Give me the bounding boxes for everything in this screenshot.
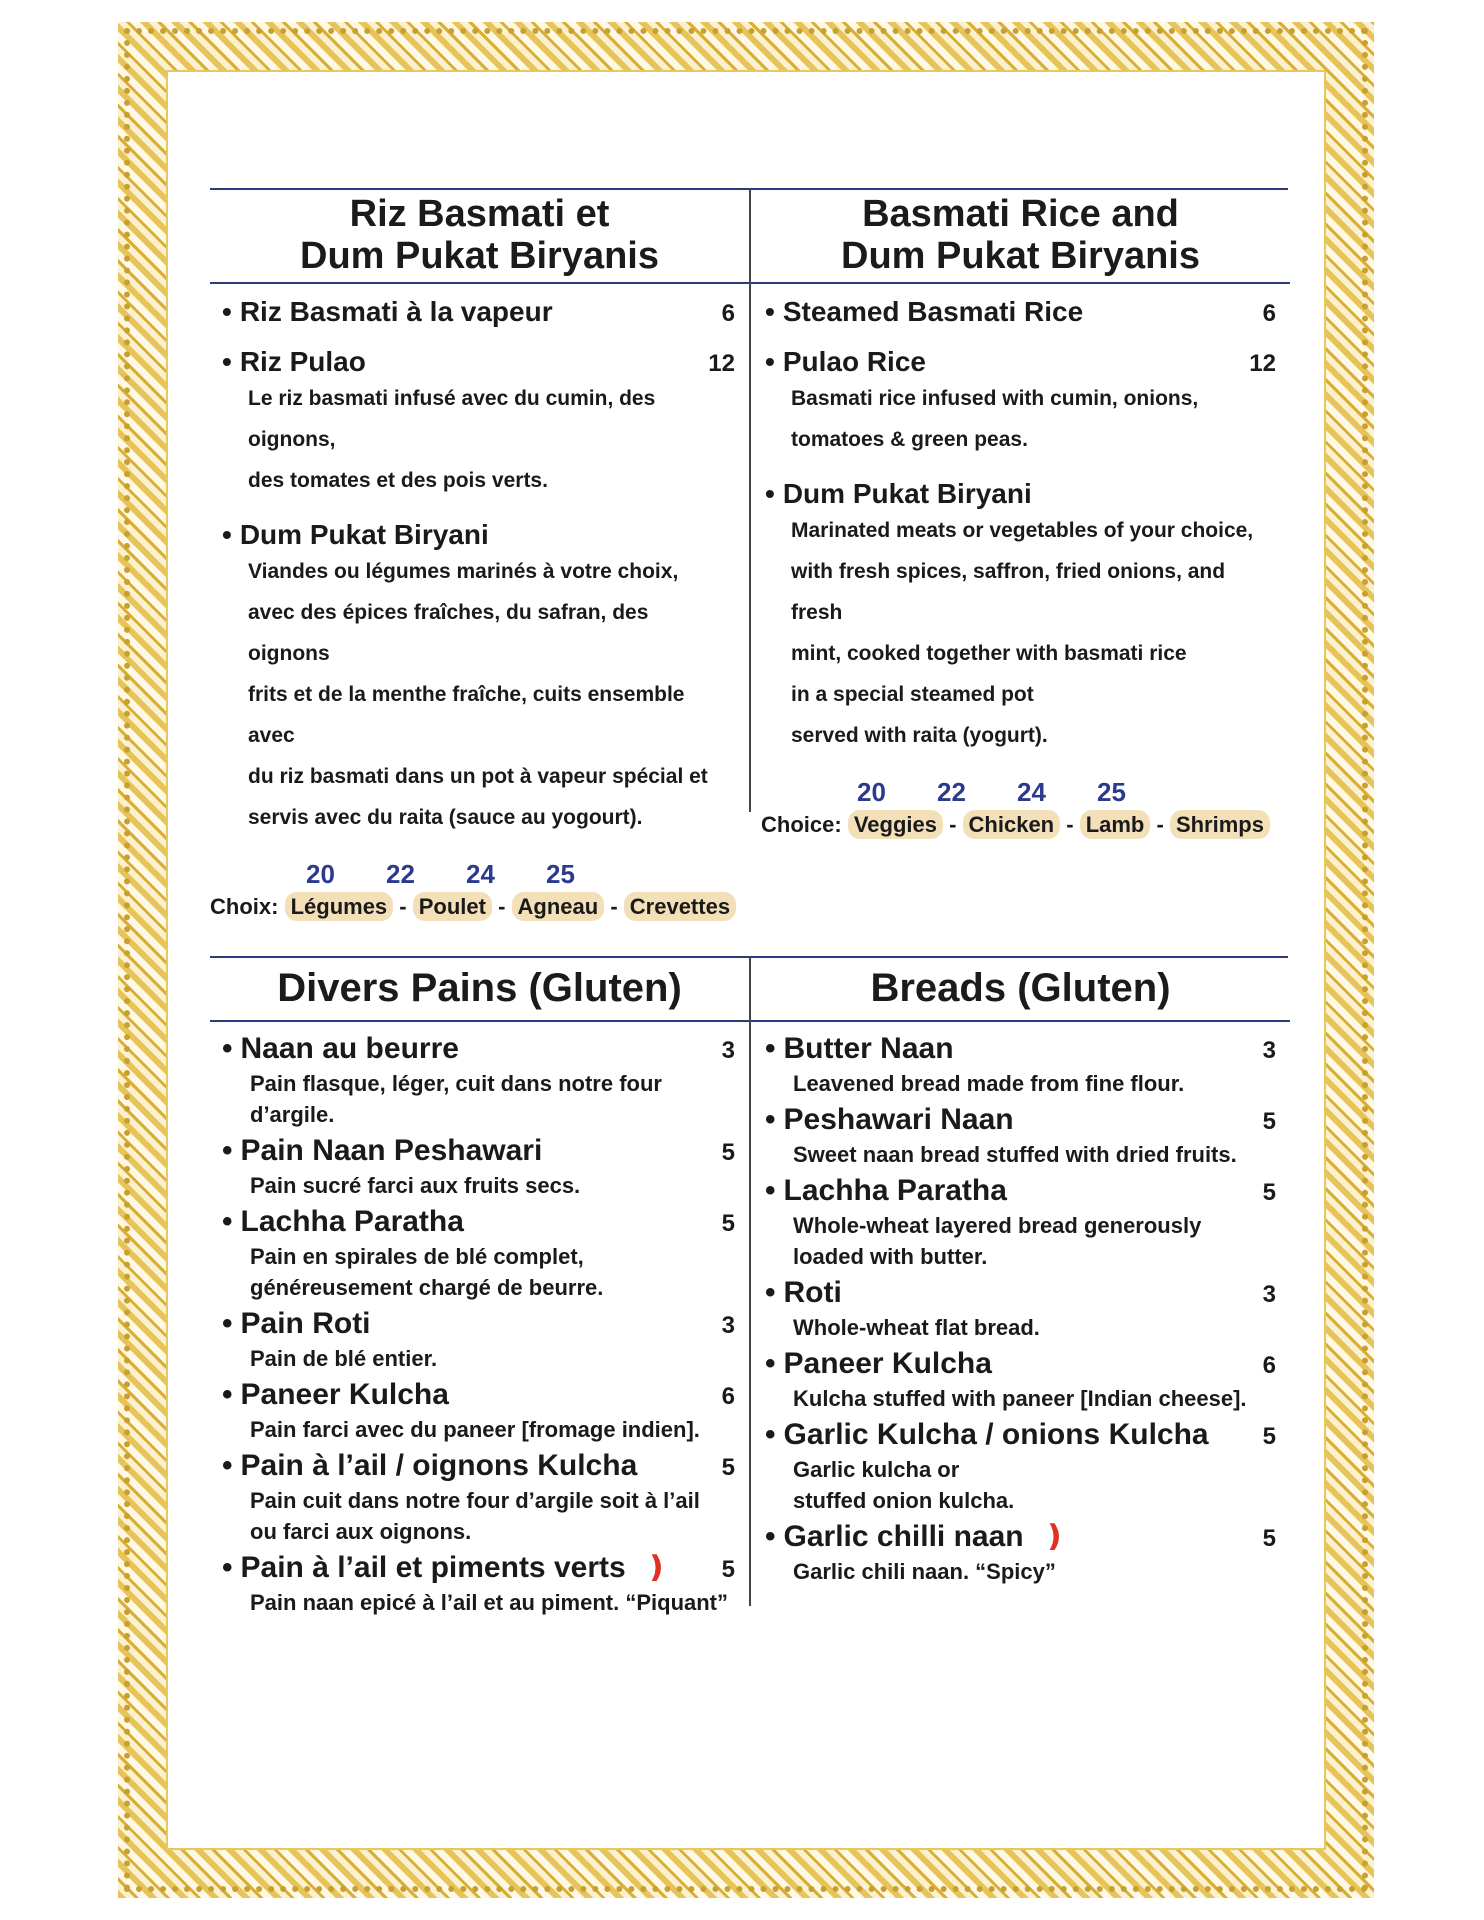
menu-item-header xyxy=(222,1205,735,1241)
bullet-icon: • xyxy=(765,1174,776,1207)
bullet-icon: • xyxy=(222,1307,233,1340)
description-line: des tomates et des pois verts. xyxy=(248,469,548,492)
bullet-icon: • xyxy=(765,346,775,377)
menu-item xyxy=(222,296,735,328)
choice-price: 20 xyxy=(306,859,335,889)
menu-item-name: Pain à l’ail / oignons Kulcha xyxy=(240,1449,638,1482)
bullet-icon: • xyxy=(765,1520,776,1553)
menu-item-price: 5 xyxy=(1262,1179,1276,1206)
menu-item xyxy=(222,1378,735,1445)
menu-item xyxy=(765,1276,1276,1343)
menu-item-price: 6 xyxy=(1262,300,1276,327)
bullet-icon: • xyxy=(222,1449,233,1482)
menu-item xyxy=(765,1174,1276,1272)
description-line: Pain naan epicé à l’ail et au piment. “Piquant” xyxy=(250,1590,729,1615)
description-line: with fresh spices, saffron, fried onions, and fresh xyxy=(791,560,1226,624)
choice-option: Agneau xyxy=(512,892,605,921)
choice-prices xyxy=(761,768,1290,808)
menu-item xyxy=(222,1032,735,1130)
menu-item-title xyxy=(222,296,553,328)
menu-item-title xyxy=(765,1174,1007,1208)
rice-column-en xyxy=(749,188,1290,837)
menu-item-description xyxy=(765,1210,1276,1272)
section-title: Basmati Rice and Dum Pukat Biryanis xyxy=(751,188,1290,284)
menu-item-list xyxy=(751,284,1290,756)
menu-item-price: 6 xyxy=(721,1383,735,1410)
description-line: Garlic chili naan. “Spicy” xyxy=(793,1559,1056,1584)
menu-item-title xyxy=(765,1347,992,1381)
chili-pepper-icon: ❫ xyxy=(643,1551,669,1584)
menu-item-list xyxy=(210,1022,749,1618)
menu-item-price: 5 xyxy=(1262,1108,1276,1135)
menu-item-name: Dum Pukat Biryani xyxy=(239,519,489,550)
menu-item-header xyxy=(222,1378,735,1414)
bullet-icon: • xyxy=(222,1551,233,1584)
menu-item-header xyxy=(765,1418,1276,1454)
menu-item xyxy=(765,1032,1276,1099)
choice-separator: - xyxy=(1060,812,1080,837)
choice-price: 24 xyxy=(1017,777,1046,807)
menu-item xyxy=(765,478,1276,756)
menu-item xyxy=(222,1449,735,1547)
menu-item-title xyxy=(222,1134,542,1168)
choice-option: Lamb xyxy=(1080,810,1151,839)
description-line: Pain sucré farci aux fruits secs. xyxy=(250,1173,581,1198)
menu-item-title xyxy=(222,346,366,378)
menu-item-header xyxy=(222,1032,735,1068)
menu-item-price: 3 xyxy=(721,1312,735,1339)
menu-item-price: 3 xyxy=(1262,1281,1276,1308)
menu-item-list xyxy=(210,284,749,838)
bullet-icon: • xyxy=(222,1134,233,1167)
menu-item-price: 6 xyxy=(721,300,735,327)
menu-item-name: Riz Pulao xyxy=(239,346,366,377)
bullet-icon: • xyxy=(765,296,775,327)
menu-item-title xyxy=(222,1307,371,1341)
menu-item-header xyxy=(765,1032,1276,1068)
menu-item-description xyxy=(222,1068,735,1130)
menu-item-name: Pain Roti xyxy=(240,1307,371,1340)
menu-item xyxy=(222,1134,735,1201)
menu-item-title xyxy=(765,1520,1067,1554)
menu-item-title xyxy=(222,1449,637,1483)
choice-option: Poulet xyxy=(413,892,492,921)
choice-separator: - xyxy=(1150,812,1170,837)
menu-item xyxy=(765,346,1276,460)
description-line: Whole-wheat layered bread generously xyxy=(793,1213,1202,1238)
menu-item-header xyxy=(222,519,735,551)
choice-price: 22 xyxy=(386,859,415,889)
menu-item-name: Peshawari Naan xyxy=(783,1103,1014,1136)
menu-item-title xyxy=(222,1378,449,1412)
menu-item-description xyxy=(765,1312,1276,1343)
menu-item-description xyxy=(222,1241,735,1303)
description-line: Viandes ou légumes marinés à votre choix, xyxy=(248,560,679,583)
bullet-icon: • xyxy=(222,1378,233,1411)
choice-prices xyxy=(210,850,749,890)
menu-item-header xyxy=(765,1103,1276,1139)
menu-item-name: Butter Naan xyxy=(783,1032,954,1065)
menu-item-title xyxy=(222,1205,464,1239)
choice-price: 22 xyxy=(937,777,966,807)
menu-item-header xyxy=(765,346,1276,378)
chili-pepper-icon: ❫ xyxy=(1041,1520,1067,1553)
menu-item-header xyxy=(222,1449,735,1485)
menu-item-description xyxy=(222,1587,735,1618)
menu-item-title xyxy=(765,1276,842,1310)
choice-separator: - xyxy=(393,894,413,919)
breads-column-fr xyxy=(210,956,749,1615)
description-line: tomatoes & green peas. xyxy=(791,428,1028,451)
menu-item-price: 12 xyxy=(708,350,735,377)
menu-item-name: Steamed Basmati Rice xyxy=(782,296,1084,327)
biryani-choices xyxy=(210,850,749,920)
menu-item-price: 5 xyxy=(721,1454,735,1481)
menu-item-description xyxy=(765,1068,1276,1099)
bullet-icon: • xyxy=(765,1032,776,1065)
description-line: frits et de la menthe fraîche, cuits ensemble avec xyxy=(248,683,685,747)
choice-option: Veggies xyxy=(848,810,943,839)
menu-item-list xyxy=(751,1022,1290,1587)
description-line: Sweet naan bread stuffed with dried fruits. xyxy=(793,1142,1237,1167)
menu-item-price: 12 xyxy=(1249,350,1276,377)
choice-option: Légumes xyxy=(285,892,394,921)
section-title: Breads (Gluten) xyxy=(751,956,1290,1022)
menu-item-header xyxy=(222,1551,735,1587)
menu-item-header xyxy=(765,478,1276,510)
section-title: Divers Pains (Gluten) xyxy=(210,956,749,1022)
bullet-icon: • xyxy=(765,478,775,509)
description-line: Pain cuit dans notre four d’argile soit à l’ail xyxy=(250,1488,700,1513)
breads-column-en xyxy=(749,956,1290,1606)
menu-item-name: Paneer Kulcha xyxy=(783,1347,992,1380)
menu-item xyxy=(765,1347,1276,1414)
menu-item xyxy=(222,1551,735,1618)
menu-item-title xyxy=(765,1418,1209,1452)
menu-item-price: 6 xyxy=(1262,1352,1276,1379)
menu-item-price: 5 xyxy=(721,1556,735,1583)
description-line: Pain flasque, léger, cuit dans notre four d’argile. xyxy=(250,1071,662,1127)
menu-item-name: Garlic Kulcha / onions Kulcha xyxy=(783,1418,1209,1451)
menu-item-description xyxy=(765,378,1276,460)
description-line: du riz basmati dans un pot à vapeur spécial et xyxy=(248,765,708,788)
menu-item xyxy=(765,296,1276,328)
menu-item xyxy=(222,346,735,501)
menu-item-title xyxy=(765,1032,954,1066)
choice-separator: - xyxy=(491,894,512,919)
bullet-icon: • xyxy=(222,1032,233,1065)
menu-item-name: Garlic chilli naan xyxy=(783,1520,1024,1553)
menu-item-name: Pulao Rice xyxy=(782,346,926,377)
menu-item-header xyxy=(222,346,735,378)
choice-separator: - xyxy=(942,812,963,837)
menu-item-header xyxy=(765,296,1276,328)
menu-item-description xyxy=(765,1556,1276,1587)
menu-item-price: 5 xyxy=(721,1139,735,1166)
menu-item-title xyxy=(765,346,926,378)
bullet-icon: • xyxy=(765,1347,776,1380)
menu-item-name: Roti xyxy=(783,1276,842,1309)
description-line: ou farci aux oignons. xyxy=(250,1519,472,1544)
bullet-icon: • xyxy=(765,1418,776,1451)
menu-item-title xyxy=(222,1551,669,1585)
menu-item-price: 5 xyxy=(1262,1423,1276,1450)
menu-item xyxy=(765,1418,1276,1516)
biryani-choices xyxy=(751,768,1290,838)
menu-item-description xyxy=(222,1170,735,1201)
choice-price: 25 xyxy=(546,859,575,889)
menu-item xyxy=(765,1520,1276,1587)
choice-option: Chicken xyxy=(963,810,1061,839)
breads-section xyxy=(210,956,1288,1615)
menu-item-description xyxy=(765,510,1276,756)
description-line: généreusement chargé de beurre. xyxy=(250,1275,604,1300)
bullet-icon: • xyxy=(765,1103,776,1136)
description-line: Leavened bread made from fine flour. xyxy=(793,1071,1185,1096)
menu-item-description xyxy=(765,1383,1276,1414)
description-line: loaded with butter. xyxy=(793,1244,988,1269)
description-line: mint, cooked together with basmati rice xyxy=(791,642,1187,665)
menu-item-name: Riz Basmati à la vapeur xyxy=(239,296,553,327)
menu-item-title xyxy=(765,478,1032,510)
menu-item-description xyxy=(765,1139,1276,1170)
menu-item-description xyxy=(222,1343,735,1374)
description-line: Whole-wheat flat bread. xyxy=(793,1315,1040,1340)
menu-item-price: 3 xyxy=(721,1037,735,1064)
menu-item xyxy=(222,1307,735,1374)
rice-section xyxy=(210,188,1288,919)
menu-item-title xyxy=(765,1103,1014,1137)
section-title: Riz Basmati et Dum Pukat Biryanis xyxy=(210,188,749,284)
menu-item-header xyxy=(222,296,735,328)
choice-label: Choix: xyxy=(210,894,279,919)
menu-item-header xyxy=(765,1276,1276,1312)
bullet-icon: • xyxy=(765,1276,776,1309)
description-line: stuffed onion kulcha. xyxy=(793,1488,1015,1513)
choice-option: Crevettes xyxy=(624,892,736,921)
menu-item xyxy=(222,519,735,838)
menu-item xyxy=(765,1103,1276,1170)
menu-item-description xyxy=(222,551,735,838)
bullet-icon: • xyxy=(222,346,232,377)
description-line: in a special steamed pot xyxy=(791,683,1034,706)
choice-price: 24 xyxy=(466,859,495,889)
menu-item-title xyxy=(765,296,1083,328)
choice-option: Shrimps xyxy=(1170,810,1270,839)
menu-item-header xyxy=(765,1520,1276,1556)
description-line: Kulcha stuffed with paneer [Indian cheese]. xyxy=(793,1386,1247,1411)
choice-price: 25 xyxy=(1097,777,1126,807)
bullet-icon: • xyxy=(222,1205,233,1238)
menu-item-name: Paneer Kulcha xyxy=(240,1378,449,1411)
menu-item-header xyxy=(765,1347,1276,1383)
choice-options xyxy=(210,894,749,920)
description-line: servis avec du raita (sauce au yogourt). xyxy=(248,806,643,829)
menu-item-name: Lachha Paratha xyxy=(240,1205,464,1238)
menu-item-header xyxy=(222,1134,735,1170)
description-line: avec des épices fraîches, du safran, des oignons xyxy=(248,601,649,665)
description-line: Garlic kulcha or xyxy=(793,1457,960,1482)
menu-item-header xyxy=(222,1307,735,1343)
menu-item xyxy=(222,1205,735,1303)
bullet-icon: • xyxy=(222,519,232,550)
menu-item-name: Dum Pukat Biryani xyxy=(782,478,1032,509)
description-line: Pain de blé entier. xyxy=(250,1346,438,1371)
menu-item-description xyxy=(222,1485,735,1547)
menu-item-description xyxy=(222,1414,735,1445)
menu-item-price: 3 xyxy=(1262,1037,1276,1064)
description-line: Basmati rice infused with cumin, onions, xyxy=(791,387,1199,410)
description-line: Marinated meats or vegetables of your choice, xyxy=(791,519,1254,542)
choice-label: Choice: xyxy=(761,812,842,837)
menu-item-header xyxy=(765,1174,1276,1210)
description-line: Le riz basmati infusé avec du cumin, des oignons, xyxy=(248,387,656,451)
bullet-icon: • xyxy=(222,296,232,327)
menu-item-price: 5 xyxy=(1262,1525,1276,1552)
description-line: Pain farci avec du paneer [fromage indien]. xyxy=(250,1417,700,1442)
menu-item-title xyxy=(222,1032,459,1066)
menu-item-name: Pain à l’ail et piments verts xyxy=(240,1551,626,1584)
menu-item-name: Naan au beurre xyxy=(240,1032,459,1065)
choice-options xyxy=(761,812,1290,838)
menu-item-name: Pain Naan Peshawari xyxy=(240,1134,543,1167)
menu-item-name: Lachha Paratha xyxy=(783,1174,1007,1207)
menu-item-price: 5 xyxy=(721,1210,735,1237)
rice-column-fr xyxy=(210,188,749,919)
menu-item-description xyxy=(765,1454,1276,1516)
choice-separator: - xyxy=(604,894,624,919)
menu-item-title xyxy=(222,519,489,551)
description-line: Pain en spirales de blé complet, xyxy=(250,1244,584,1269)
description-line: served with raita (yogurt). xyxy=(791,724,1048,747)
menu-item-description xyxy=(222,378,735,501)
choice-price: 20 xyxy=(857,777,886,807)
